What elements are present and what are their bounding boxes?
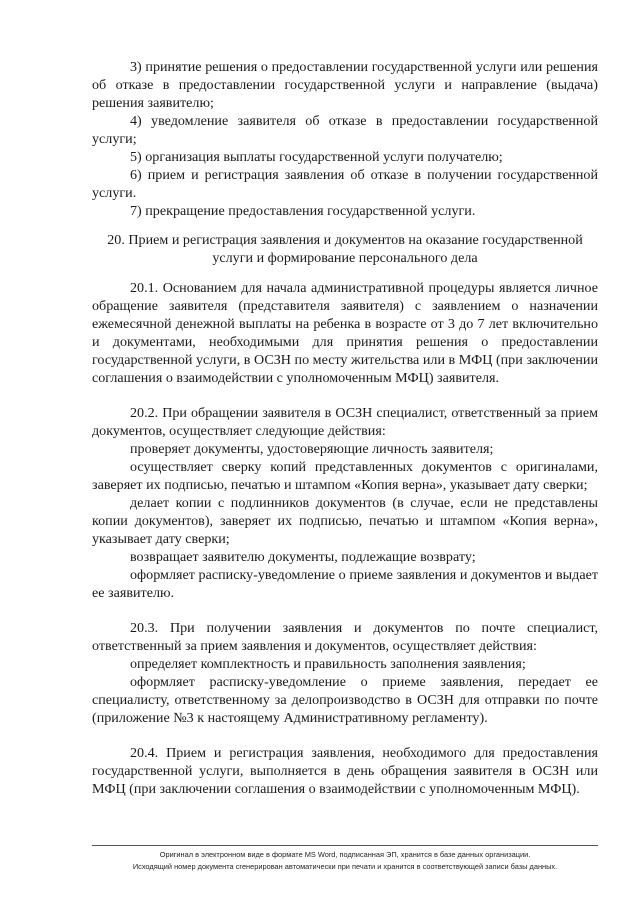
footer-note-number: Исходящий номер документа сгенерирован автоматически при печати и хранится в соответствующей записи базы данных. [132, 862, 558, 871]
document-page [92, 58, 598, 798]
action-item: делает копии с подлинников документов (в случае, если не представлены копии документов), заверяет их подписью, печатью и штампом «Копия верна», указывает дату сверки; [92, 495, 598, 547]
action-item: определяет комплектность и правильность заполнения заявления; [130, 656, 526, 672]
spacer [92, 387, 598, 404]
action-item: проверяет документы, удостоверяющие личность заявителя; [130, 441, 494, 457]
action-item: осуществляет сверку копий представленных документов с оригиналами, заверяет их подписью, печатью и штампом «Копия верна», указывает дату сверки; [92, 459, 598, 493]
action-item: возвращает заявителю документы, подлежащие возврату; [130, 549, 476, 565]
list-item-5: 5) организация выплаты государственной услуги получателю; [130, 149, 503, 165]
footer-note-original: Оригинал в электронном виде в формате MS Word, подписанная ЭП, хранится в базе данных организации. [159, 850, 531, 859]
list-item-4: 4) уведомление заявителя об отказе в предоставлении государственной услуги; [92, 113, 598, 147]
spacer [92, 727, 598, 744]
list-item-3: 3) принятие решения о предоставлении государственной услуги или решения об отказе в предоставлении государственной услуги и направление (выдача) решения заявителю; [92, 59, 598, 111]
list-item-6: 6) прием и регистрация заявления об отказе в получении государственной услуги. [92, 167, 598, 201]
spacer [92, 602, 598, 619]
paragraph-20-1: 20.1. Основанием для начала административной процедуры является личное обращение заявителя (представителя заявителя) с заявлением о назначении ежемесячной денежной выплаты на ребенка в возрасте от 3 до 7 лет включительно и документами, необходимыми для принятия решения о предоставлении государственной услуги, в ОСЗН по месту жительства или в МФЦ (при заключении соглашения о взаимодействии с уполномоченным МФЦ) заявителя. [92, 280, 598, 386]
action-item: оформляет расписку-уведомление о приеме заявления, передает ее специалисту, ответственному за делопроизводство в ОСЗН для отправки по почте (приложение №3 к настоящему Административному регламенту). [92, 674, 598, 726]
paragraph-20-3: 20.3. При получении заявления и документов по почте специалист, ответственный за прием заявления и документов, осуществляет действия: [92, 620, 598, 654]
footer-divider [92, 845, 598, 846]
paragraph-20-4: 20.4. Прием и регистрация заявления, необходимого для предоставления государственной услуги, выполняется в день обращения заявителя в ОСЗН или МФЦ (при заключении соглашения о взаимодействии с уполномоченным МФЦ). [92, 745, 598, 797]
list-item-7: 7) прекращение предоставления государственной услуги. [130, 203, 476, 219]
section-heading: 20. Прием и регистрация заявления и документов на оказание государственной услуги и формирование персонального дела [107, 232, 583, 266]
action-item: оформляет расписку-уведомление о приеме заявления и документов и выдает ее заявителю. [92, 567, 598, 601]
paragraph-20-2: 20.2. При обращении заявителя в ОСЗН специалист, ответственный за прием документов, осуществляет следующие действия: [92, 405, 598, 439]
